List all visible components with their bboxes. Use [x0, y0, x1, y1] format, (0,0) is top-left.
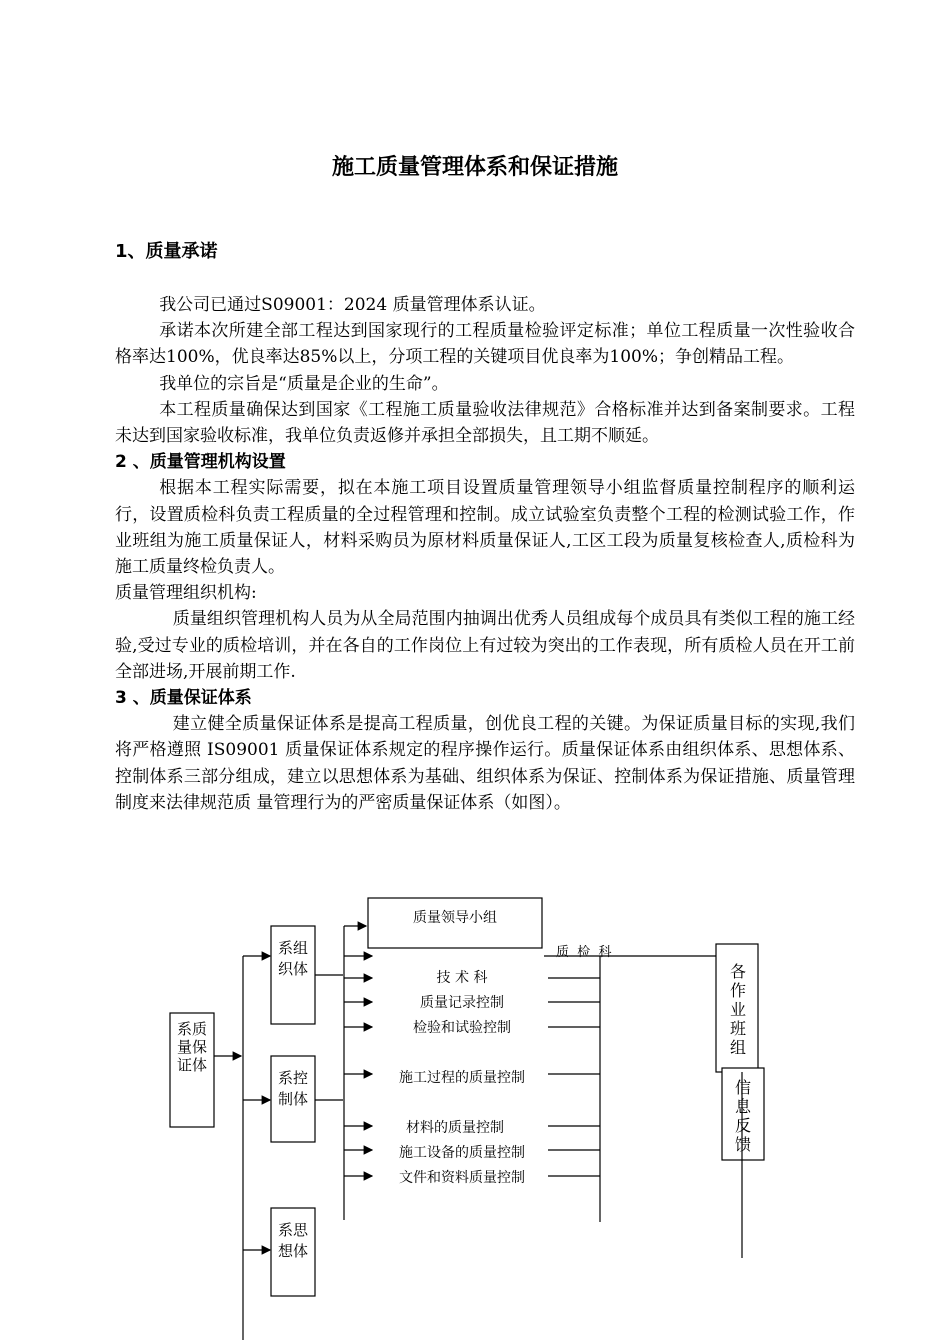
- paragraph-standard: 本工程质量确保达到国家《工程施工质量验收法律规范》合格标准并达到备案制要求。工程未达到国家验收标准，我单位负责返修并承担全部损失，且工期不顺延。: [115, 399, 855, 447]
- item-quality-records: 质量记录控制: [420, 995, 504, 1011]
- paragraph-commitment: 承诺本次所建全部工程达到国家现行的工程质量检验评定标准；单位工程质量一次性验收合格率达100%，优良率达85%以上，分项工程的关键项目优良率为100%；争创精品工程。: [115, 321, 855, 368]
- qc-dept-label: 质 检 科: [556, 945, 612, 960]
- teams-label: 各作业班组: [729, 962, 746, 1057]
- item-inspection-testing: 检验和试验控制: [413, 1020, 511, 1036]
- org-label: 系组织体: [277, 939, 308, 978]
- section-3-heading: 3 、质量保证体系: [115, 688, 252, 709]
- section-1-heading: 1、质量承诺: [115, 241, 218, 262]
- thought-label: 系思想体: [277, 1221, 308, 1260]
- root-label: 系质量保证体: [176, 1020, 207, 1074]
- item-equipment-control: 施工设备的质量控制: [399, 1145, 525, 1161]
- paragraph-org-label: 质量管理组织机构:: [115, 583, 257, 604]
- item-document-control: 文件和资料质量控制: [399, 1170, 525, 1186]
- paragraph-assurance-system: 建立健全质量保证体系是提高工程质量，创优良工程的关键。为保证质量目标的实现,我们将严格遵照 IS09001 质量保证体系规定的程序操作运行。质量保证体系由组织体系、思想体系、控制体系三部分组成，建立以思想体系为基础、组织体系为保证、控制体系为保证措施、质量管理制度来法律规范质 量管理行为的严密质量保证体系（如图）。: [115, 714, 855, 813]
- section-2-heading: 2 、质量管理机构设置: [115, 452, 286, 473]
- paragraph-certification: 我公司已通过S09001：2024 质量管理体系认证。: [159, 295, 546, 315]
- paragraph-motto: 我单位的宗旨是“质量是企业的生命”。: [159, 373, 449, 394]
- paragraph-personnel: 质量组织管理机构人员为从全局范围内抽调出优秀人员组成每个成员具有类似工程的施工经验,受过专业的质检培训，并在各自的工作岗位上有过较为突出的工作表现，所有质检人员在开工前全部进场,开展前期工作.: [115, 609, 855, 682]
- item-tech-dept: 技 术 科: [436, 970, 488, 986]
- paragraph-organization: 根据本工程实际需要，拟在本施工项目设置质量管理领导小组监督质量控制程序的顺利运行，设置质检科负责工程质量的全过程管理和控制。成立试验室负责整个工程的检测试验工作，作业班组为施工质量保证人，材料采购员为原材料质量保证人,工区工段为质量复核检查人,质检科为施工质量终检负责人。: [115, 478, 855, 578]
- ctrl-label: 系控制体: [277, 1069, 308, 1108]
- leader-label: 质量领导小组: [413, 910, 497, 926]
- page-title: 施工质量管理体系和保证措施: [331, 155, 618, 180]
- item-process-control: 施工过程的质量控制: [399, 1070, 525, 1086]
- feedback-label: 信息反馈: [734, 1078, 751, 1154]
- item-material-control: 材料的质量控制: [406, 1120, 504, 1136]
